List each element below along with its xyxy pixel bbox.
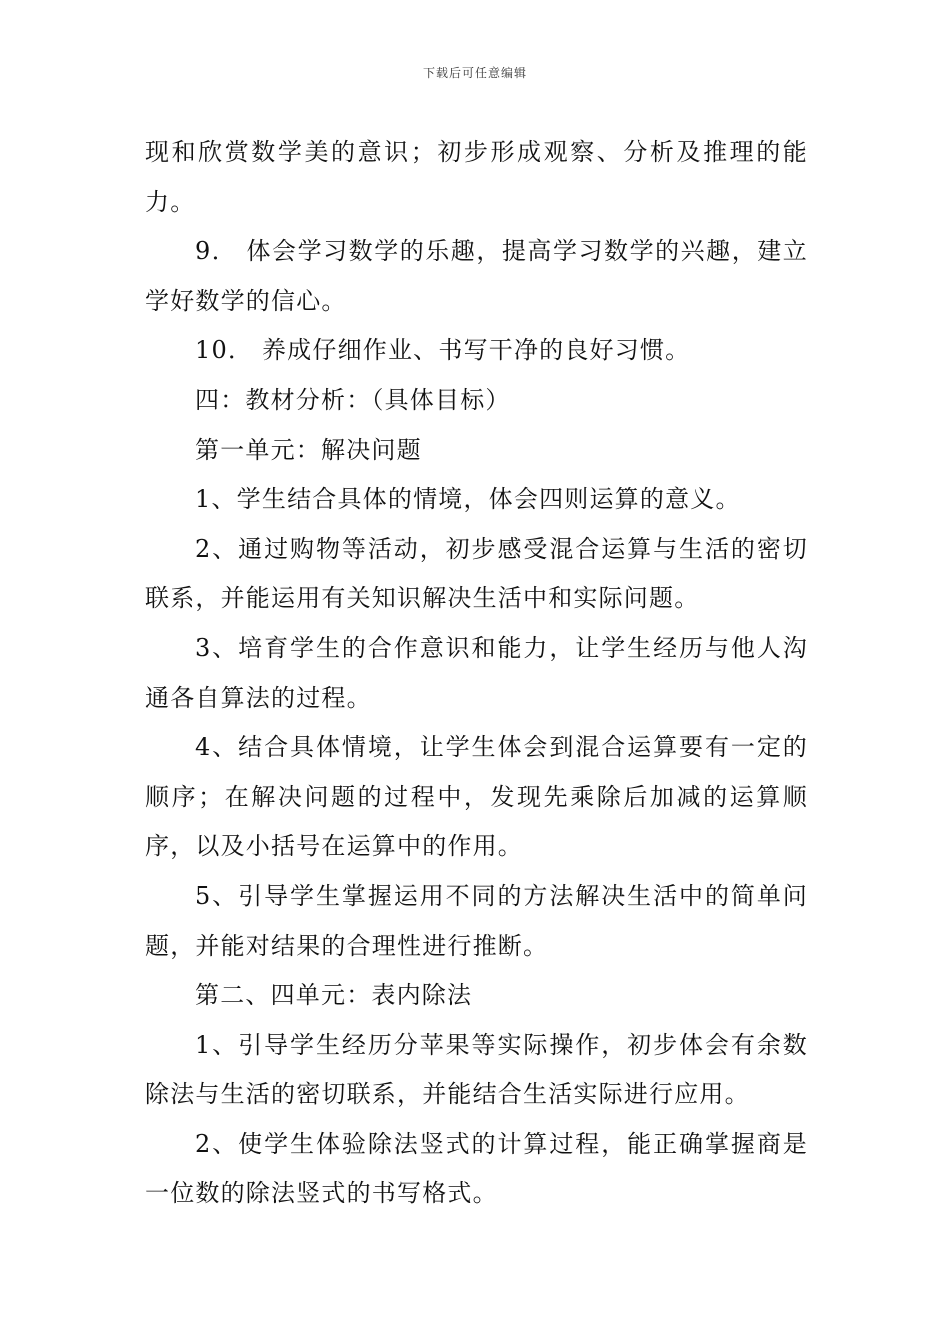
unit1-goal-3: 3、培育学生的合作意识和能力，让学生经历与他人沟通各自算法的过程。 [145, 633, 808, 712]
paragraph-item-9: 9． 体会学习数学的乐趣，提高学习数学的兴趣，建立学好数学的信心。 [145, 237, 808, 315]
paragraph-item-10: 10． 养成仔细作业、书写干净的良好习惯。 [195, 336, 691, 365]
section-heading-materials-analysis: 四：教材分析：（具体目标） [195, 385, 511, 414]
page-header: 下载后可任意编辑 [422, 66, 527, 80]
unit-heading-1: 第一单元：解决问题 [195, 435, 422, 464]
unit2-goal-2: 2、使学生体验除法竖式的计算过程，能正确掌握商是一位数的除法竖式的书写格式。 [145, 1129, 808, 1208]
unit1-goal-2: 2、通过购物等活动，初步感受混合运算与生活的密切联系，并能运用有关知识解决生活中和实际问题。 [145, 534, 808, 613]
document-body [145, 128, 808, 1219]
unit-heading-2-4: 第二、四单元：表内除法 [195, 981, 473, 1010]
unit2-goal-1: 1、引导学生经历分苹果等实际操作，初步体会有余数除法与生活的密切联系，并能结合生活实际进行应用。 [145, 1030, 808, 1109]
paragraph-continuation: 现和欣赏数学美的意识；初步形成观察、分析及推理的能力。 [145, 138, 808, 216]
unit1-goal-4: 4、结合具体情境，让学生体会到混合运算要有一定的顺序；在解决问题的过程中，发现先乘除后加减的运算顺序，以及小括号在运算中的作用。 [145, 733, 808, 861]
unit1-goal-5: 5、引导学生掌握运用不同的方法解决生活中的简单问题，并能对结果的合理性进行推断。 [145, 881, 808, 960]
unit1-goal-1: 1、学生结合具体的情境，体会四则运算的意义。 [195, 485, 741, 514]
